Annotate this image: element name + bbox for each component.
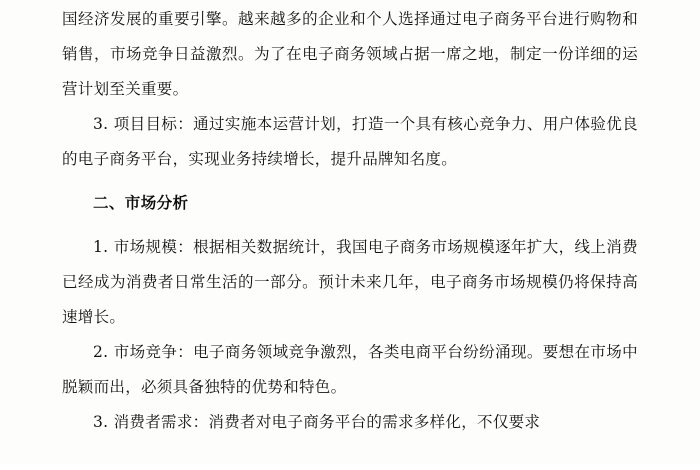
paragraph-market-competition: 2. 市场竞争：电子商务领域竞争激烈，各类电商平台纷纷涌现。要想在市场中脱颖而出，必须具备独特的优势和特色。 <box>62 343 638 396</box>
page-bottom-clip <box>0 464 700 470</box>
paragraph-market-scale: 1. 市场规模：根据相关数据统计，我国电子商务市场规模逐年扩大，线上消费已经成为消费者日常生活的一部分。预计未来几年，电子商务市场规模仍将保持高速增长。 <box>62 238 638 326</box>
heading-market-analysis: 二、市场分析 <box>93 194 189 212</box>
paragraph-project-goal: 3. 项目目标：通过实施本运营计划，打造一个具有核心竞争力、用户体验优良的电子商务平台，实现业务持续增长，提升品牌知名度。 <box>62 115 638 168</box>
section-spacer-2 <box>62 221 638 230</box>
document-body <box>62 0 638 440</box>
section-spacer <box>62 177 638 186</box>
paragraph-intro-continued: 国经济发展的重要引擎。越来越多的企业和个人选择通过电子商务平台进行购物和销售，市场竞争日益激烈。为了在电子商务领域占据一席之地，制定一份详细的运营计划至关重要。 <box>62 10 638 98</box>
paragraph-consumer-demand: 3. 消费者需求：消费者对电子商务平台的需求多样化，不仅要求 <box>93 413 541 431</box>
